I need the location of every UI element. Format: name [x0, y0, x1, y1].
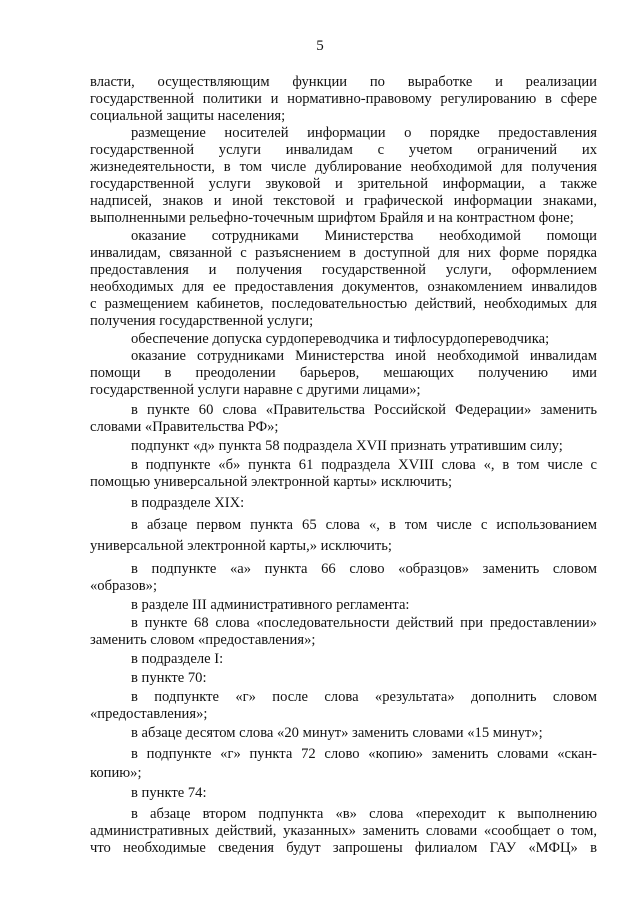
page-number: 5	[316, 38, 324, 54]
text-line: социальной защиты населения;	[90, 108, 286, 124]
text-line: в пункте 60 слова «Правительства Российской Федерации» заменить	[131, 402, 597, 418]
text-line: в разделе III административного регламента:	[131, 597, 410, 613]
text-line: в подпункте «г» после слова «результата» дополнить словом	[131, 689, 597, 705]
text-line: оказание сотрудниками Министерства необходимой помощи	[131, 228, 597, 244]
text-line: в подпункте «а» пункта 66 слово «образцов» заменить словом	[131, 561, 597, 577]
text-line: в абзаце первом пункта 65 слова «, в том числе с использованием	[131, 517, 597, 533]
text-line: административных действий, указанных» заменить словами «сообщает о том,	[90, 823, 597, 839]
text-line: необходимых для ее предоставления документов, ознакомлением инвалидов	[90, 279, 597, 295]
text-line: государственной услуги звуковой и зрительной информации, а также	[90, 176, 597, 192]
text-line: в пункте 70:	[131, 670, 207, 686]
text-line: «образов»;	[90, 578, 158, 594]
text-line: заменить словом «предоставления»;	[90, 632, 316, 648]
text-line: инвалидам, связанной с разъяснением в доступной для них форме порядка	[90, 245, 597, 261]
text-line: государственной политики и нормативно-правовому регулированию в сфере	[90, 91, 597, 107]
text-line: государственной услуги наравне с другими лицами»;	[90, 382, 421, 398]
text-line: помощью универсальной электронной карты» исключить;	[90, 474, 453, 490]
text-line: власти, осуществляющим функции по выработке и реализации	[90, 74, 597, 90]
text-line: обеспечение допуска сурдопереводчика и тифлосурдопереводчика;	[131, 331, 550, 347]
text-line: словами «Правительства РФ»;	[90, 419, 279, 435]
text-line: в подпункте «г» пункта 72 слово «копию» заменить словами «скан-	[131, 746, 597, 762]
text-line: «предоставления»;	[90, 706, 208, 722]
text-line: подпункт «д» пункта 58 подраздела XVII признать утратившим силу;	[131, 438, 563, 454]
text-line: в пункте 68 слова «последовательности действий при предоставлении»	[131, 615, 597, 631]
text-line: универсальной электронной карты,» исключить;	[90, 538, 392, 554]
text-line: надписей, знаков и иной текстовой и графической информации знаками,	[90, 193, 597, 209]
text-line: размещение носителей информации о порядке предоставления	[131, 125, 597, 141]
text-line: копию»;	[90, 765, 142, 781]
text-line: предоставления и получения государственной услуги, оформлением	[90, 262, 597, 278]
text-line: выполненными рельефно-точечным шрифтом Брайля и на контрастном фоне;	[90, 210, 574, 226]
text-line: в абзаце десятом слова «20 минут» заменить словами «15 минут»;	[131, 725, 543, 741]
text-line: что необходимые сведения будут запрошены филиалом ГАУ «МФЦ» в	[90, 840, 597, 856]
text-line: в пункте 74:	[131, 785, 207, 801]
text-line: в подразделе XIX:	[131, 495, 245, 511]
text-line: получения государственной услуги;	[90, 313, 314, 329]
text-line: в подразделе I:	[131, 651, 224, 667]
text-line: оказание сотрудниками Министерства иной необходимой инвалидам	[131, 348, 597, 364]
text-line: государственной услуги инвалидам с учетом ограничений их	[90, 142, 597, 158]
text-line: с размещением кабинетов, последовательностью действий, необходимых для	[90, 296, 597, 312]
text-line: жизнедеятельности, в том числе дублирование необходимой для получения	[90, 159, 597, 175]
text-line: в абзаце втором подпункта «в» слова «переходит к выполнению	[131, 806, 597, 822]
text-line: помощи в преодолении барьеров, мешающих получению ими	[90, 365, 597, 381]
text-line: в подпункте «б» пункта 61 подраздела XVIII слова «, в том числе с	[131, 457, 597, 473]
